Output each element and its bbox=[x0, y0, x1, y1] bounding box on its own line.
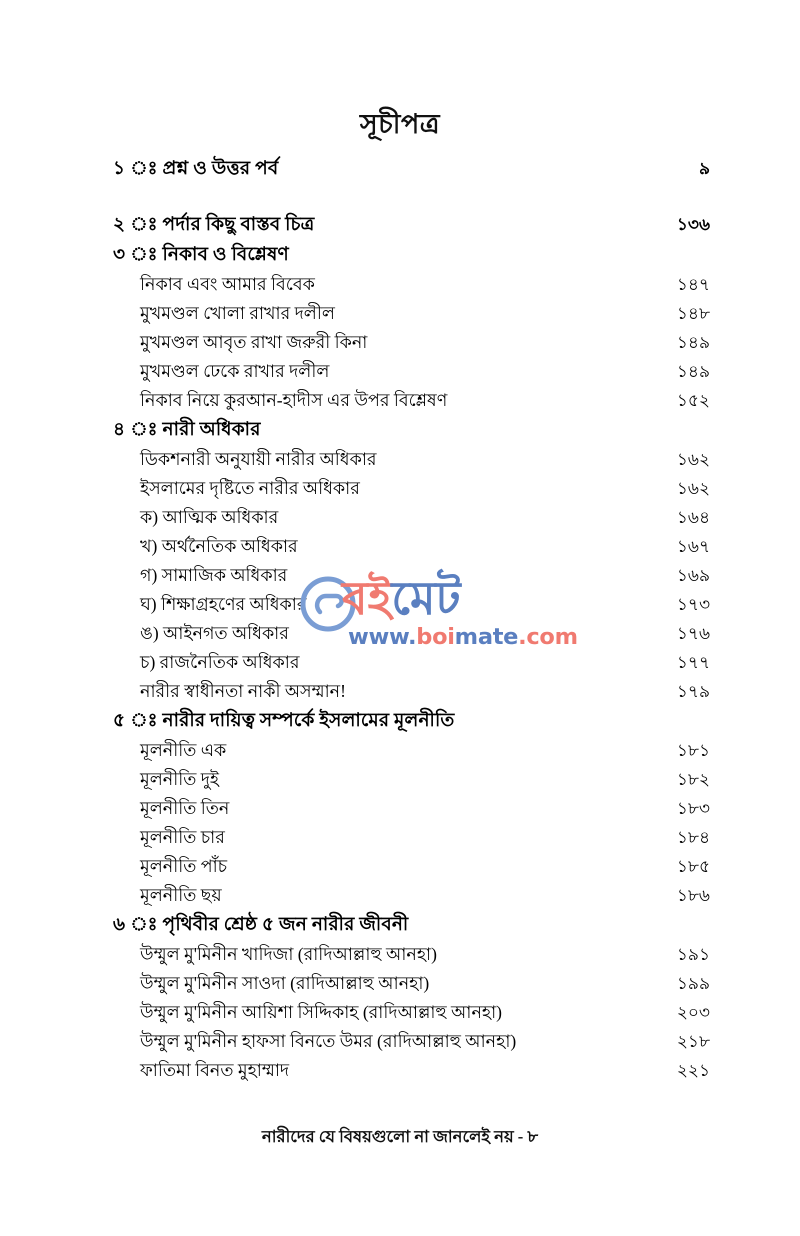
toc-entry-row[interactable] bbox=[113, 451, 710, 480]
toc-entry-label: ক) আত্মিক অধিকার bbox=[140, 507, 279, 527]
toc-entry-label: মূলনীতি তিন bbox=[140, 798, 230, 818]
watermark-url-boi: boi bbox=[416, 624, 455, 650]
toc-entry-label: উম্মুল মু'মিনীন খাদিজা (রাদিআল্লাহু আনহা) bbox=[140, 944, 437, 964]
toc-entry-row[interactable] bbox=[113, 625, 710, 654]
page-footer: নারীদের যে বিষয়গুলো না জানলেই নয় - ৮ bbox=[261, 1127, 539, 1146]
toc-entry-row[interactable] bbox=[113, 683, 710, 712]
toc-entry-label: ফাতিমা বিনত মুহাম্মাদ bbox=[140, 1060, 290, 1080]
toc-page-number: ১৭৯ bbox=[676, 682, 710, 701]
toc-entry-row[interactable] bbox=[113, 975, 710, 1004]
toc-entry-row[interactable] bbox=[113, 1004, 710, 1033]
toc-entry-row[interactable] bbox=[113, 509, 710, 538]
toc-page-number: ১৬৯ bbox=[676, 566, 710, 585]
watermark-brand-part2: মেট bbox=[391, 573, 461, 624]
toc-page-number: ১৭৩ bbox=[676, 595, 710, 614]
toc-entry-row[interactable] bbox=[113, 305, 710, 334]
toc-entry-label: মুখমণ্ডল ঢেকে রাখার দলীল bbox=[140, 361, 330, 381]
toc-entry-label: ঘ) শিক্ষাগ্রহণের অধিকার bbox=[140, 594, 307, 614]
toc-chapter-row[interactable] bbox=[113, 160, 710, 190]
toc-entry-label: মূলনীতি দুই bbox=[140, 769, 220, 789]
toc-chapter-label: ২ ঃ পর্দার কিছু বাস্তব চিত্র bbox=[113, 215, 315, 235]
toc-page-number: ১৮৫ bbox=[676, 857, 710, 876]
toc-page-number: ১৯৯ bbox=[676, 974, 710, 993]
toc-spacer bbox=[113, 190, 710, 216]
toc-entry-label: খ) অর্থনৈতিক অধিকার bbox=[140, 536, 298, 556]
toc-entry-row[interactable] bbox=[113, 596, 710, 625]
toc-entry-label: ডিকশনারী অনুযায়ী নারীর অধিকার bbox=[140, 449, 377, 469]
watermark-url-www: www. bbox=[348, 624, 417, 650]
toc-entry-row[interactable] bbox=[113, 334, 710, 363]
watermark-url-mate: mate bbox=[454, 624, 519, 650]
toc-entry-label: ইসলামের দৃষ্টিতে নারীর অধিকার bbox=[140, 478, 360, 498]
toc-entry-row[interactable] bbox=[113, 1033, 710, 1062]
watermark-brand-part1: বই bbox=[342, 573, 392, 624]
toc-entry-row[interactable] bbox=[113, 858, 710, 887]
toc-entry-label: মূলনীতি পাঁচ bbox=[140, 856, 228, 876]
toc-chapter-label: ৬ ঃ পৃথিবীর শ্রেষ্ঠ ৫ জন নারীর জীবনী bbox=[113, 915, 409, 935]
toc-chapter-label: ১ ঃ প্রশ্ন ও উত্তর পর্ব bbox=[113, 159, 279, 179]
toc-entry-row[interactable] bbox=[113, 276, 710, 305]
toc-page-number: ১৪৭ bbox=[676, 275, 710, 294]
toc-page-number: ১৮৩ bbox=[676, 799, 710, 818]
toc-chapter-row[interactable] bbox=[113, 216, 710, 246]
toc-entry-row[interactable] bbox=[113, 1062, 710, 1091]
toc-entry-label: ঙ) আইনগত অধিকার bbox=[140, 623, 289, 643]
toc-chapter-row[interactable] bbox=[113, 712, 710, 742]
toc-page-number: ১৪৯ bbox=[676, 333, 710, 352]
toc-entry-row[interactable] bbox=[113, 567, 710, 596]
toc-page-number: ১৭৭ bbox=[676, 653, 710, 672]
toc-chapter-row[interactable] bbox=[113, 246, 710, 276]
toc-entry-row[interactable] bbox=[113, 392, 710, 421]
toc-page-number: ২২১ bbox=[676, 1061, 710, 1080]
toc-page-number: ১৯১ bbox=[676, 945, 710, 964]
toc-chapter-label: ৪ ঃ নারী অধিকার bbox=[113, 420, 261, 440]
toc-page-number: ১৩৬ bbox=[676, 215, 710, 234]
toc-page-number: ১৬৪ bbox=[676, 508, 710, 527]
toc-entry-label: মুখমণ্ডল খোলা রাখার দলীল bbox=[140, 303, 335, 323]
toc-entry-row[interactable] bbox=[113, 363, 710, 392]
toc-entry-row[interactable] bbox=[113, 829, 710, 858]
toc-chapter-row[interactable] bbox=[113, 421, 710, 451]
toc-entry-label: মূলনীতি এক bbox=[140, 740, 227, 760]
toc-page-number: ১৮২ bbox=[676, 770, 710, 789]
toc-entry-row[interactable] bbox=[113, 654, 710, 683]
toc-entry-label: উম্মুল মু'মিনীন সাওদা (রাদিআল্লাহু আনহা) bbox=[140, 973, 430, 993]
toc-page-number: ২০৩ bbox=[676, 1003, 710, 1022]
toc-entry-label: মূলনীতি চার bbox=[140, 827, 225, 847]
toc-entry-row[interactable] bbox=[113, 800, 710, 829]
toc-entry-label: মুখমণ্ডল আবৃত রাখা জরুরী কিনা bbox=[140, 332, 368, 352]
toc-entry-row[interactable] bbox=[113, 538, 710, 567]
toc-entry-label: নিকাব নিয়ে কুরআন-হাদীস এর উপর বিশ্লেষণ bbox=[140, 390, 448, 410]
toc-entry-label: উম্মুল মু'মিনীন আয়িশা সিদ্দিকাহ (রাদিআল্লাহু আনহা) bbox=[140, 1002, 503, 1022]
toc-chapter-label: ৩ ঃ নিকাব ও বিশ্লেষণ bbox=[113, 245, 289, 265]
toc-page-number: ১৮১ bbox=[676, 741, 710, 760]
toc-entry-label: মূলনীতি ছয় bbox=[140, 885, 222, 905]
toc-page-number: ৯ bbox=[698, 159, 710, 178]
toc-entry-row[interactable] bbox=[113, 742, 710, 771]
toc-chapter-row[interactable] bbox=[113, 916, 710, 946]
toc-list bbox=[113, 160, 710, 1091]
toc-page-number: ১৮৬ bbox=[676, 886, 710, 905]
toc-page-number: ২১৮ bbox=[676, 1032, 710, 1051]
toc-entry-label: নারীর স্বাধীনতা নাকী অসম্মান! bbox=[140, 681, 346, 701]
toc-chapter-label: ৫ ঃ নারীর দায়িত্ব সম্পর্কে ইসলামের মূলনীতি bbox=[113, 711, 455, 731]
toc-page-number: ১৪৯ bbox=[676, 362, 710, 381]
watermark-url-com: .com bbox=[518, 624, 578, 650]
toc-entry-row[interactable] bbox=[113, 480, 710, 509]
toc-page-number: ১৭৬ bbox=[676, 624, 710, 643]
toc-page-number: ১৬২ bbox=[676, 479, 710, 498]
toc-entry-label: উম্মুল মু'মিনীন হাফসা বিনতে উমর (রাদিআল্লাহু আনহা) bbox=[140, 1031, 517, 1051]
toc-page-number: ১৪৮ bbox=[676, 304, 710, 323]
toc-page-number: ১৮৪ bbox=[676, 828, 710, 847]
toc-page-number: ১৬২ bbox=[676, 450, 710, 469]
toc-entry-label: চ) রাজনৈতিক অধিকার bbox=[140, 652, 300, 672]
toc-entry-label: নিকাব এবং আমার বিবেক bbox=[140, 274, 315, 294]
toc-page-number: ১৫২ bbox=[676, 391, 710, 410]
toc-entry-row[interactable] bbox=[113, 771, 710, 800]
toc-entry-label: গ) সামাজিক অধিকার bbox=[140, 565, 288, 585]
toc-page-number: ১৬৭ bbox=[676, 537, 710, 556]
page-title: সূচীপত্র bbox=[359, 109, 441, 139]
toc-entry-row[interactable] bbox=[113, 887, 710, 916]
toc-entry-row[interactable] bbox=[113, 946, 710, 975]
